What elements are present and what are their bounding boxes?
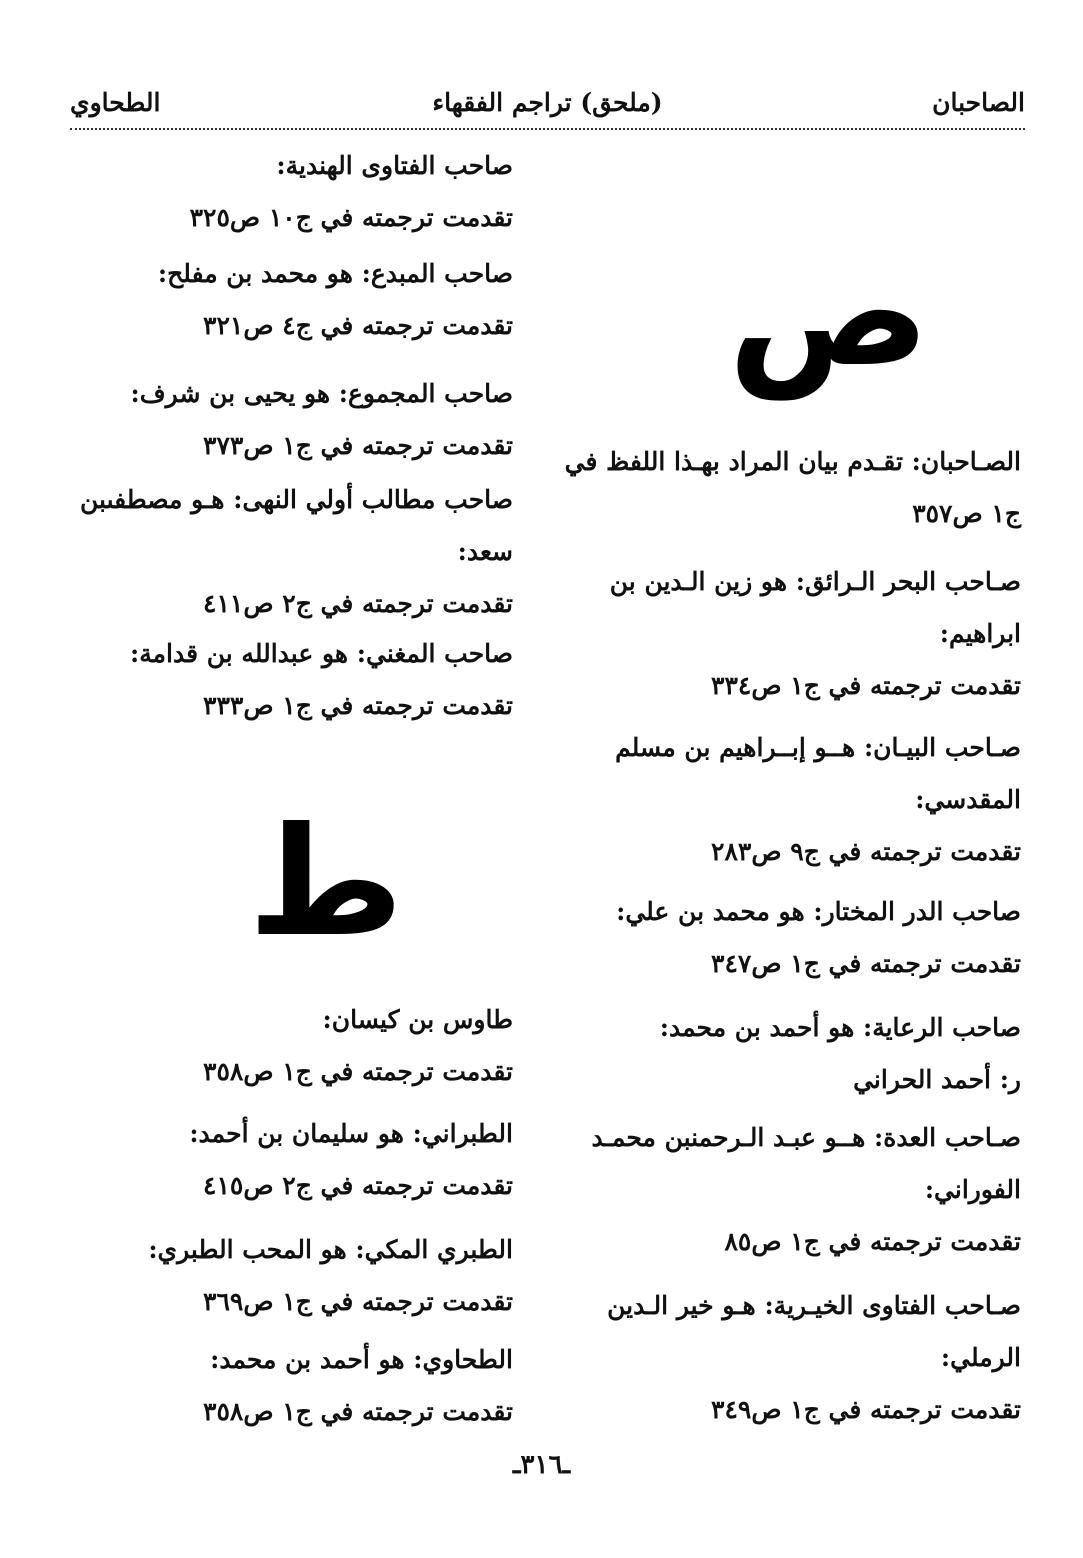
header-section-title: الصاحبان — [932, 88, 1025, 117]
entry-line: طاوس بن كيسان: — [322, 1005, 513, 1034]
entry-line: صـاحب الفتاوى الخيـرية: هـو خير الـدين — [607, 1291, 1021, 1320]
entry-line: صاحب المغني: هو عبدالله بن قدامة: — [129, 639, 513, 668]
entry-mughni — [63, 628, 513, 732]
entry-line: تقدمت ترجمته في ج٢ ص٤١٥ — [203, 1171, 513, 1200]
running-header — [70, 82, 1025, 126]
entry-line: تقدمت ترجمته في ج٩ ص٢٨٣ — [711, 837, 1021, 866]
entry-line: تقدمت ترجمته في ج١ ص٣٤٧ — [711, 949, 1021, 978]
entry-mubdi — [63, 248, 513, 352]
entry-line: الرملي: — [940, 1343, 1021, 1372]
entry-tabari-makki — [63, 1224, 513, 1328]
entry-line: الطبراني: هو سليمان بن أحمد: — [189, 1119, 513, 1148]
entry-line: تقدمت ترجمته في ج١ ص٣٧٣ — [203, 431, 513, 460]
entry-line: ج١ ص٣٥٧ — [912, 499, 1021, 528]
entry-udda — [581, 1112, 1021, 1268]
entry-line: صاحب الرعاية: هو أحمد بن محمد: — [659, 1013, 1021, 1042]
entry-riaya — [581, 1002, 1021, 1106]
entry-line: تقدمت ترجمته في ج١ ص٣٣٤ — [711, 671, 1021, 700]
entry-matalib — [63, 474, 513, 630]
entry-fatawa-khayriyya — [581, 1280, 1021, 1436]
entry-line: صـاحب البحر الـرائق: هو زين الـدين بن — [609, 567, 1021, 596]
entry-durr-mukhtar — [581, 886, 1021, 990]
entry-sahiban — [564, 436, 1021, 540]
entry-tahawi — [63, 1334, 513, 1438]
entry-line: ابراهيم: — [939, 619, 1021, 648]
entry-line: صـاحب العدة: هــو عبـد الـرحمنبن محمـد — [591, 1123, 1021, 1152]
entry-bayan — [581, 722, 1021, 878]
entry-line: تقدمت ترجمته في ج١ ص٣٥٨ — [203, 1397, 513, 1426]
entry-line: تقدمت ترجمته في ج١٠ ص٣٢٥ — [189, 203, 513, 232]
entry-majmu — [63, 368, 513, 472]
entry-line: تقدمت ترجمته في ج١ ص٣٤٩ — [711, 1395, 1021, 1424]
header-last-entry: الطحاوي — [70, 88, 161, 117]
entry-line: صاحب المجموع: هو يحيى بن شرف: — [130, 379, 513, 408]
section-letter-sad: ص — [728, 226, 930, 400]
entry-bahr-raiq — [581, 556, 1021, 712]
entry-line: ر: أحمد الحراني — [853, 1065, 1021, 1094]
entry-line: تقدمت ترجمته في ج٤ ص٣٢١ — [203, 311, 513, 340]
entry-line: تقدمت ترجمته في ج٢ ص٤١١ — [203, 589, 513, 618]
entry-line: الصـاحبان: تقـدم بيان المراد بهـذا اللفظ في — [564, 447, 1021, 476]
entry-line: صاحب المبدع: هو محمد بن مفلح: — [157, 259, 513, 288]
entry-line: صـاحب البيـان: هــو إبــراهيم بن مسلم — [615, 733, 1021, 762]
header-book-title: (ملحق) تراجم الفقهاء — [432, 88, 663, 117]
header-divider — [70, 128, 1025, 130]
entry-line: تقدمت ترجمته في ج١ ص٣٦٩ — [203, 1287, 513, 1316]
entry-line: صاحب الفتاوى الهندية: — [276, 151, 513, 180]
entry-line: صاحب مطالب أولي النهى: هـو مصطفىبن — [80, 485, 513, 514]
entry-line: الطحاوي: هو أحمد بن محمد: — [210, 1345, 513, 1374]
entry-tabarani — [63, 1108, 513, 1212]
entry-tawus — [63, 994, 513, 1098]
entry-line: الفوراني: — [924, 1175, 1021, 1204]
entry-line: المقدسي: — [915, 785, 1021, 814]
entry-line: تقدمت ترجمته في ج١ ص٣٣٣ — [203, 691, 513, 720]
entry-fatawa-hindiyya — [63, 140, 513, 244]
entry-line: الطبري المكي: هو المحب الطبري: — [148, 1235, 513, 1264]
entry-line: صاحب الدر المختار: هو محمد بن علي: — [616, 897, 1021, 926]
section-letter-ta: ط — [248, 796, 404, 970]
page-number: ـ٣١٦ـ — [512, 1450, 571, 1480]
entry-line: تقدمت ترجمته في ج١ ص٣٥٨ — [203, 1057, 513, 1086]
entry-line: تقدمت ترجمته في ج١ ص٨٥ — [724, 1227, 1021, 1256]
entry-line: سعد: — [457, 537, 513, 566]
